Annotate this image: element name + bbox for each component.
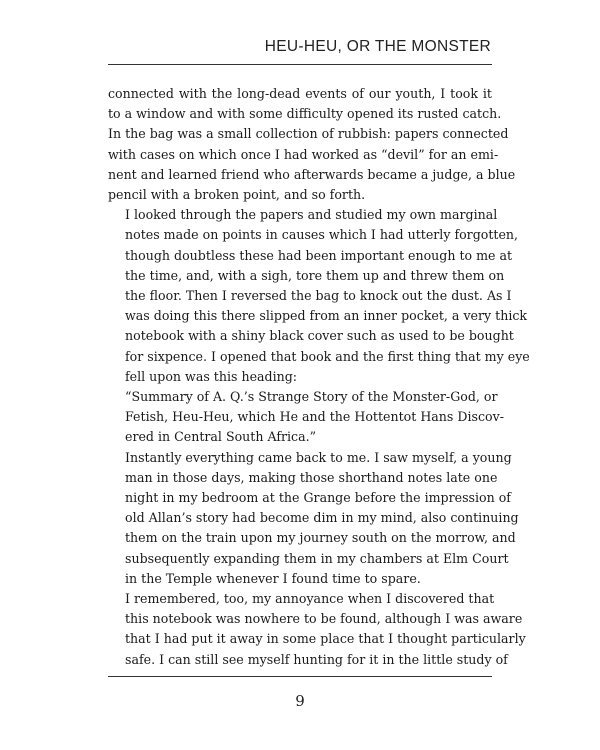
text-line: fell upon was this heading: — [125, 368, 298, 384]
text-line: ered in Central South Africa.” — [125, 429, 317, 445]
text-line: connected with the long-dead events of our youth, I took it — [108, 86, 492, 101]
text-line: with cases on which once I had worked as “devil” for an emi- — [108, 146, 499, 162]
body-text — [108, 84, 530, 670]
text-line: Fetish, Heu-Heu, which He and the Hottentot Hans Discov- — [125, 409, 504, 425]
text-line: notebook with a shiny black cover such as used to be bought — [125, 328, 514, 344]
text-line: In the bag was a small collection of rubbish: papers connected — [108, 126, 509, 142]
text-line: the time, and, with a sigh, tore them up and threw them on — [125, 267, 505, 283]
text-line: for sixpence. I opened that book and the first thing that my eye — [125, 348, 530, 364]
text-line: notes made on points in causes which I had utterly forgotten, — [125, 227, 519, 243]
text-line: “Summary of A. Q.’s Strange Story of the Monster-God, or — [125, 389, 498, 405]
footer-rule — [108, 676, 492, 677]
paragraph-5 — [108, 589, 526, 670]
running-header: HEU-HEU, OR THE MONSTER — [264, 38, 491, 55]
text-line: safe. I can still see myself hunting for it in the little study of — [125, 651, 508, 667]
page-number: 9 — [295, 692, 305, 710]
header-rule — [108, 64, 492, 65]
text-line: pencil with a broken point, and so forth. — [108, 187, 366, 203]
text-line: this notebook was nowhere to be found, although I was aware — [125, 611, 523, 627]
paragraph-1 — [108, 84, 516, 205]
text-line: that I had put it away in some place that I thought particularly — [125, 631, 526, 647]
text-line: I remembered, too, my annoyance when I discovered that — [125, 591, 495, 607]
paragraph-2 — [108, 205, 530, 387]
text-line: subsequently expanding them in my chambers at Elm Court — [125, 550, 509, 566]
paragraph-4 — [108, 448, 519, 589]
text-line: night in my bedroom at the Grange before the impression of — [125, 490, 511, 506]
text-line: to a window and with some difficulty opened its rusted catch. — [108, 106, 502, 122]
text-line: old Allan’s story had become dim in my mind, also continuing — [125, 510, 519, 526]
text-line: in the Temple whenever I found time to spare. — [125, 570, 421, 586]
text-line: though doubtless these had been important enough to me at — [125, 247, 513, 263]
paragraph-3-quote — [108, 387, 504, 448]
text-line: was doing this there slipped from an inner pocket, a very thick — [125, 308, 528, 324]
text-line: I looked through the papers and studied my own marginal — [125, 207, 498, 223]
text-line: man in those days, making those shorthand notes late one — [125, 469, 498, 485]
text-line: nent and learned friend who afterwards became a judge, a blue — [108, 166, 516, 182]
text-line: the floor. Then I reversed the bag to knock out the dust. As I — [125, 288, 512, 304]
text-line: Instantly everything came back to me. I saw myself, a young — [125, 449, 512, 465]
text-line: them on the train upon my journey south on the morrow, and — [125, 530, 516, 546]
